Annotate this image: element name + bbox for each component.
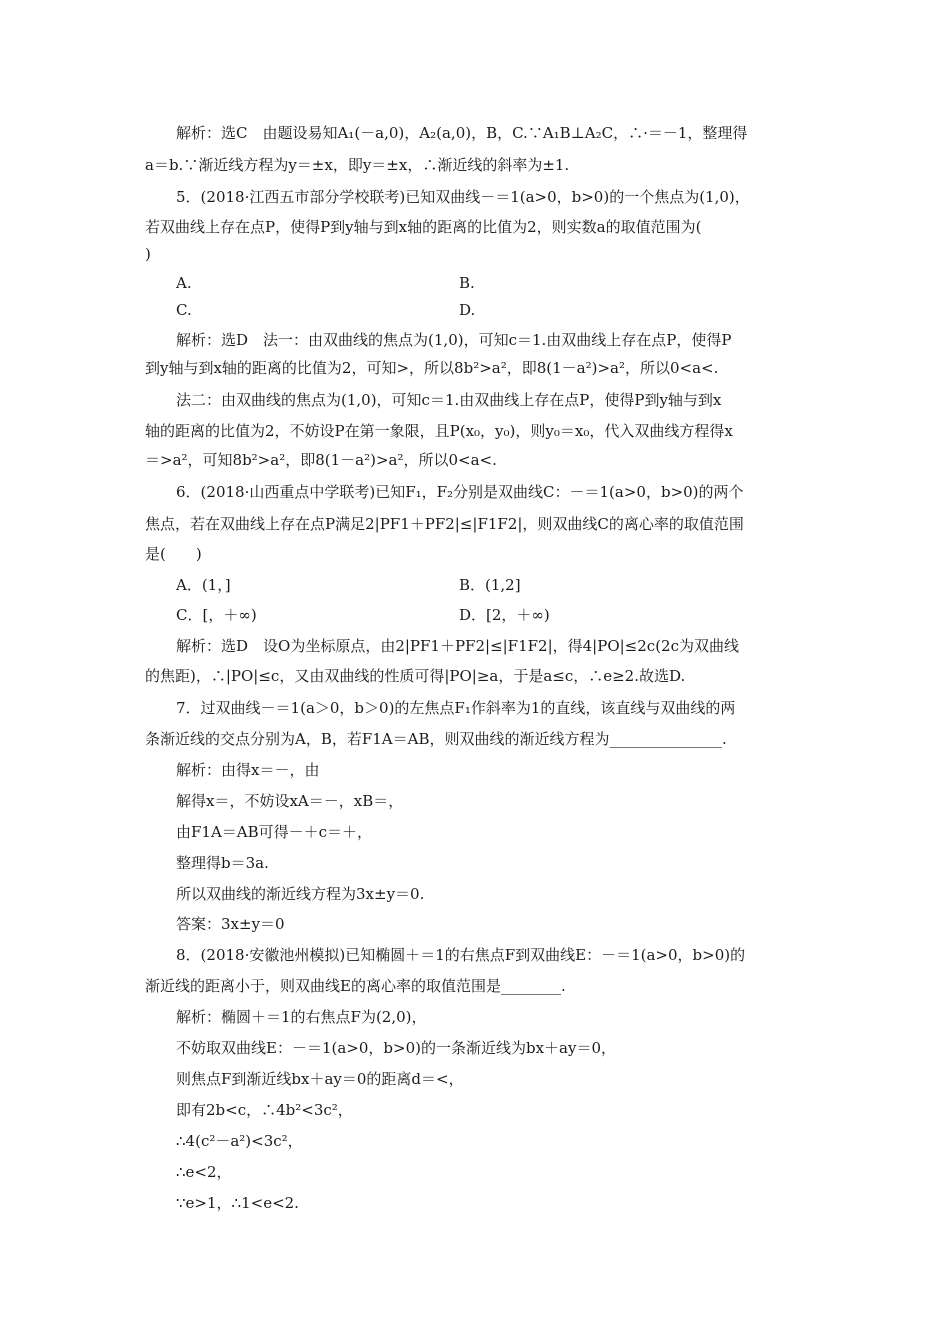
solution-5-line-3: 法二：由双曲线的焦点为(1,0)，可知c＝1.由双曲线上存在点P，使得P到y轴与到x xyxy=(176,391,722,409)
solution-7-line-5: 所以双曲线的渐近线方程为3x±y＝0. xyxy=(176,885,425,903)
question-6-line-2: 焦点，若在双曲线上存在点P满足2|PF1＋PF2|≤|F1F2|，则双曲线C的离心率的取值范围 xyxy=(145,515,744,533)
solution-8-line-1: 解析：椭圆＋＝1的右焦点F为(2,0)， xyxy=(176,1008,427,1026)
question-6-line-1: 6．(2018·山西重点中学联考)已知F₁，F₂分别是双曲线C：－＝1(a>0，b>0)的两个 xyxy=(176,483,744,501)
option-5a: A. xyxy=(176,274,192,292)
option-5b: B. xyxy=(459,274,475,292)
option-6d: D．[2，＋∞) xyxy=(459,606,550,624)
option-5c: C. xyxy=(176,301,192,319)
solution-8-line-3: 则焦点F到渐近线bx＋ay＝0的距离d＝<， xyxy=(176,1070,464,1088)
question-5-line-1: 5．(2018·江西五市部分学校联考)已知双曲线－＝1(a>0，b>0)的一个焦点为(1,0)， xyxy=(176,188,750,206)
question-7-line-1: 7．过双曲线－＝1(a＞0，b＞0)的左焦点F₁作斜率为1的直线，该直线与双曲线的两 xyxy=(176,699,736,717)
solution-8-line-6: ∴e<2， xyxy=(176,1163,232,1181)
question-5-line-3: ) xyxy=(145,245,151,263)
question-8-line-1: 8．(2018·安徽池州模拟)已知椭圆＋＝1的右焦点F到双曲线E：－＝1(a>0，b>0)的 xyxy=(176,946,746,964)
solution-8-line-2: 不妨取双曲线E：－＝1(a>0，b>0)的一条渐近线为bx＋ay＝0， xyxy=(176,1039,616,1057)
solution-7-line-4: 整理得b＝3a. xyxy=(176,854,269,872)
solution-6-line-1: 解析：选D 设O为坐标原点，由2|PF1＋PF2|≤|F1F2|，得4|PO|≤2c(2c为双曲线 xyxy=(176,637,739,655)
question-6-line-3: 是( ) xyxy=(145,545,202,563)
option-5d: D. xyxy=(459,301,476,319)
option-6a: A．(1，] xyxy=(176,576,231,594)
answer-7: 答案：3x±y＝0 xyxy=(176,915,285,933)
solution-7-line-3: 由F1A＝AB可得－＋c＝＋， xyxy=(176,823,373,841)
solution-4-line-1: 解析：选C 由题设易知A₁(－a,0)，A₂(a,0)，B，C.∵A₁B⊥A₂C，∴·＝－1，整理得 xyxy=(176,124,748,142)
solution-8-line-7: ∵e>1，∴1<e<2. xyxy=(176,1194,299,1212)
solution-6-line-2: 的焦距)，∴|PO|≤c，又由双曲线的性质可得|PO|≥a，于是a≤c，∴e≥2.故选D. xyxy=(145,667,686,685)
solution-5-line-4: 轴的距离的比值为2，不妨设P在第一象限，且P(x₀，y₀)，则y₀＝x₀，代入双曲线方程得x xyxy=(145,422,733,440)
solution-8-line-4: 即有2b<c，∴4b²<3c²， xyxy=(176,1101,353,1119)
solution-8-line-5: ∴4(c²－a²)<3c²， xyxy=(176,1132,303,1150)
solution-5-line-2: 到y轴与到x轴的距离的比值为2，可知>，所以8b²>a²，即8(1－a²)>a²，所以0<a<. xyxy=(145,359,719,377)
question-7-line-2: 条渐近线的交点分别为A，B，若F1A＝AB，则双曲线的渐近线方程为_______________. xyxy=(145,730,727,748)
solution-5-line-1: 解析：选D 法一：由双曲线的焦点为(1,0)，可知c＝1.由双曲线上存在点P，使得P xyxy=(176,331,732,349)
solution-7-line-1: 解析：由得x＝－，由 xyxy=(176,761,320,779)
question-5-line-2: 若双曲线上存在点P，使得P到y轴与到x轴的距离的比值为2，则实数a的取值范围为( xyxy=(145,218,702,236)
solution-4-line-2: a＝b.∵渐近线方程为y＝±x，即y＝±x，∴渐近线的斜率为±1. xyxy=(145,156,570,174)
solution-5-line-5: ＝>a²，可知8b²>a²，即8(1－a²)>a²，所以0<a<. xyxy=(145,451,497,469)
option-6c: C．[，＋∞) xyxy=(176,606,257,624)
option-6b: B．(1,2] xyxy=(459,576,521,594)
solution-7-line-2: 解得x＝，不妨设xA＝－，xB＝， xyxy=(176,792,404,810)
question-8-line-2: 渐近线的距离小于，则双曲线E的离心率的取值范围是________. xyxy=(145,977,566,995)
